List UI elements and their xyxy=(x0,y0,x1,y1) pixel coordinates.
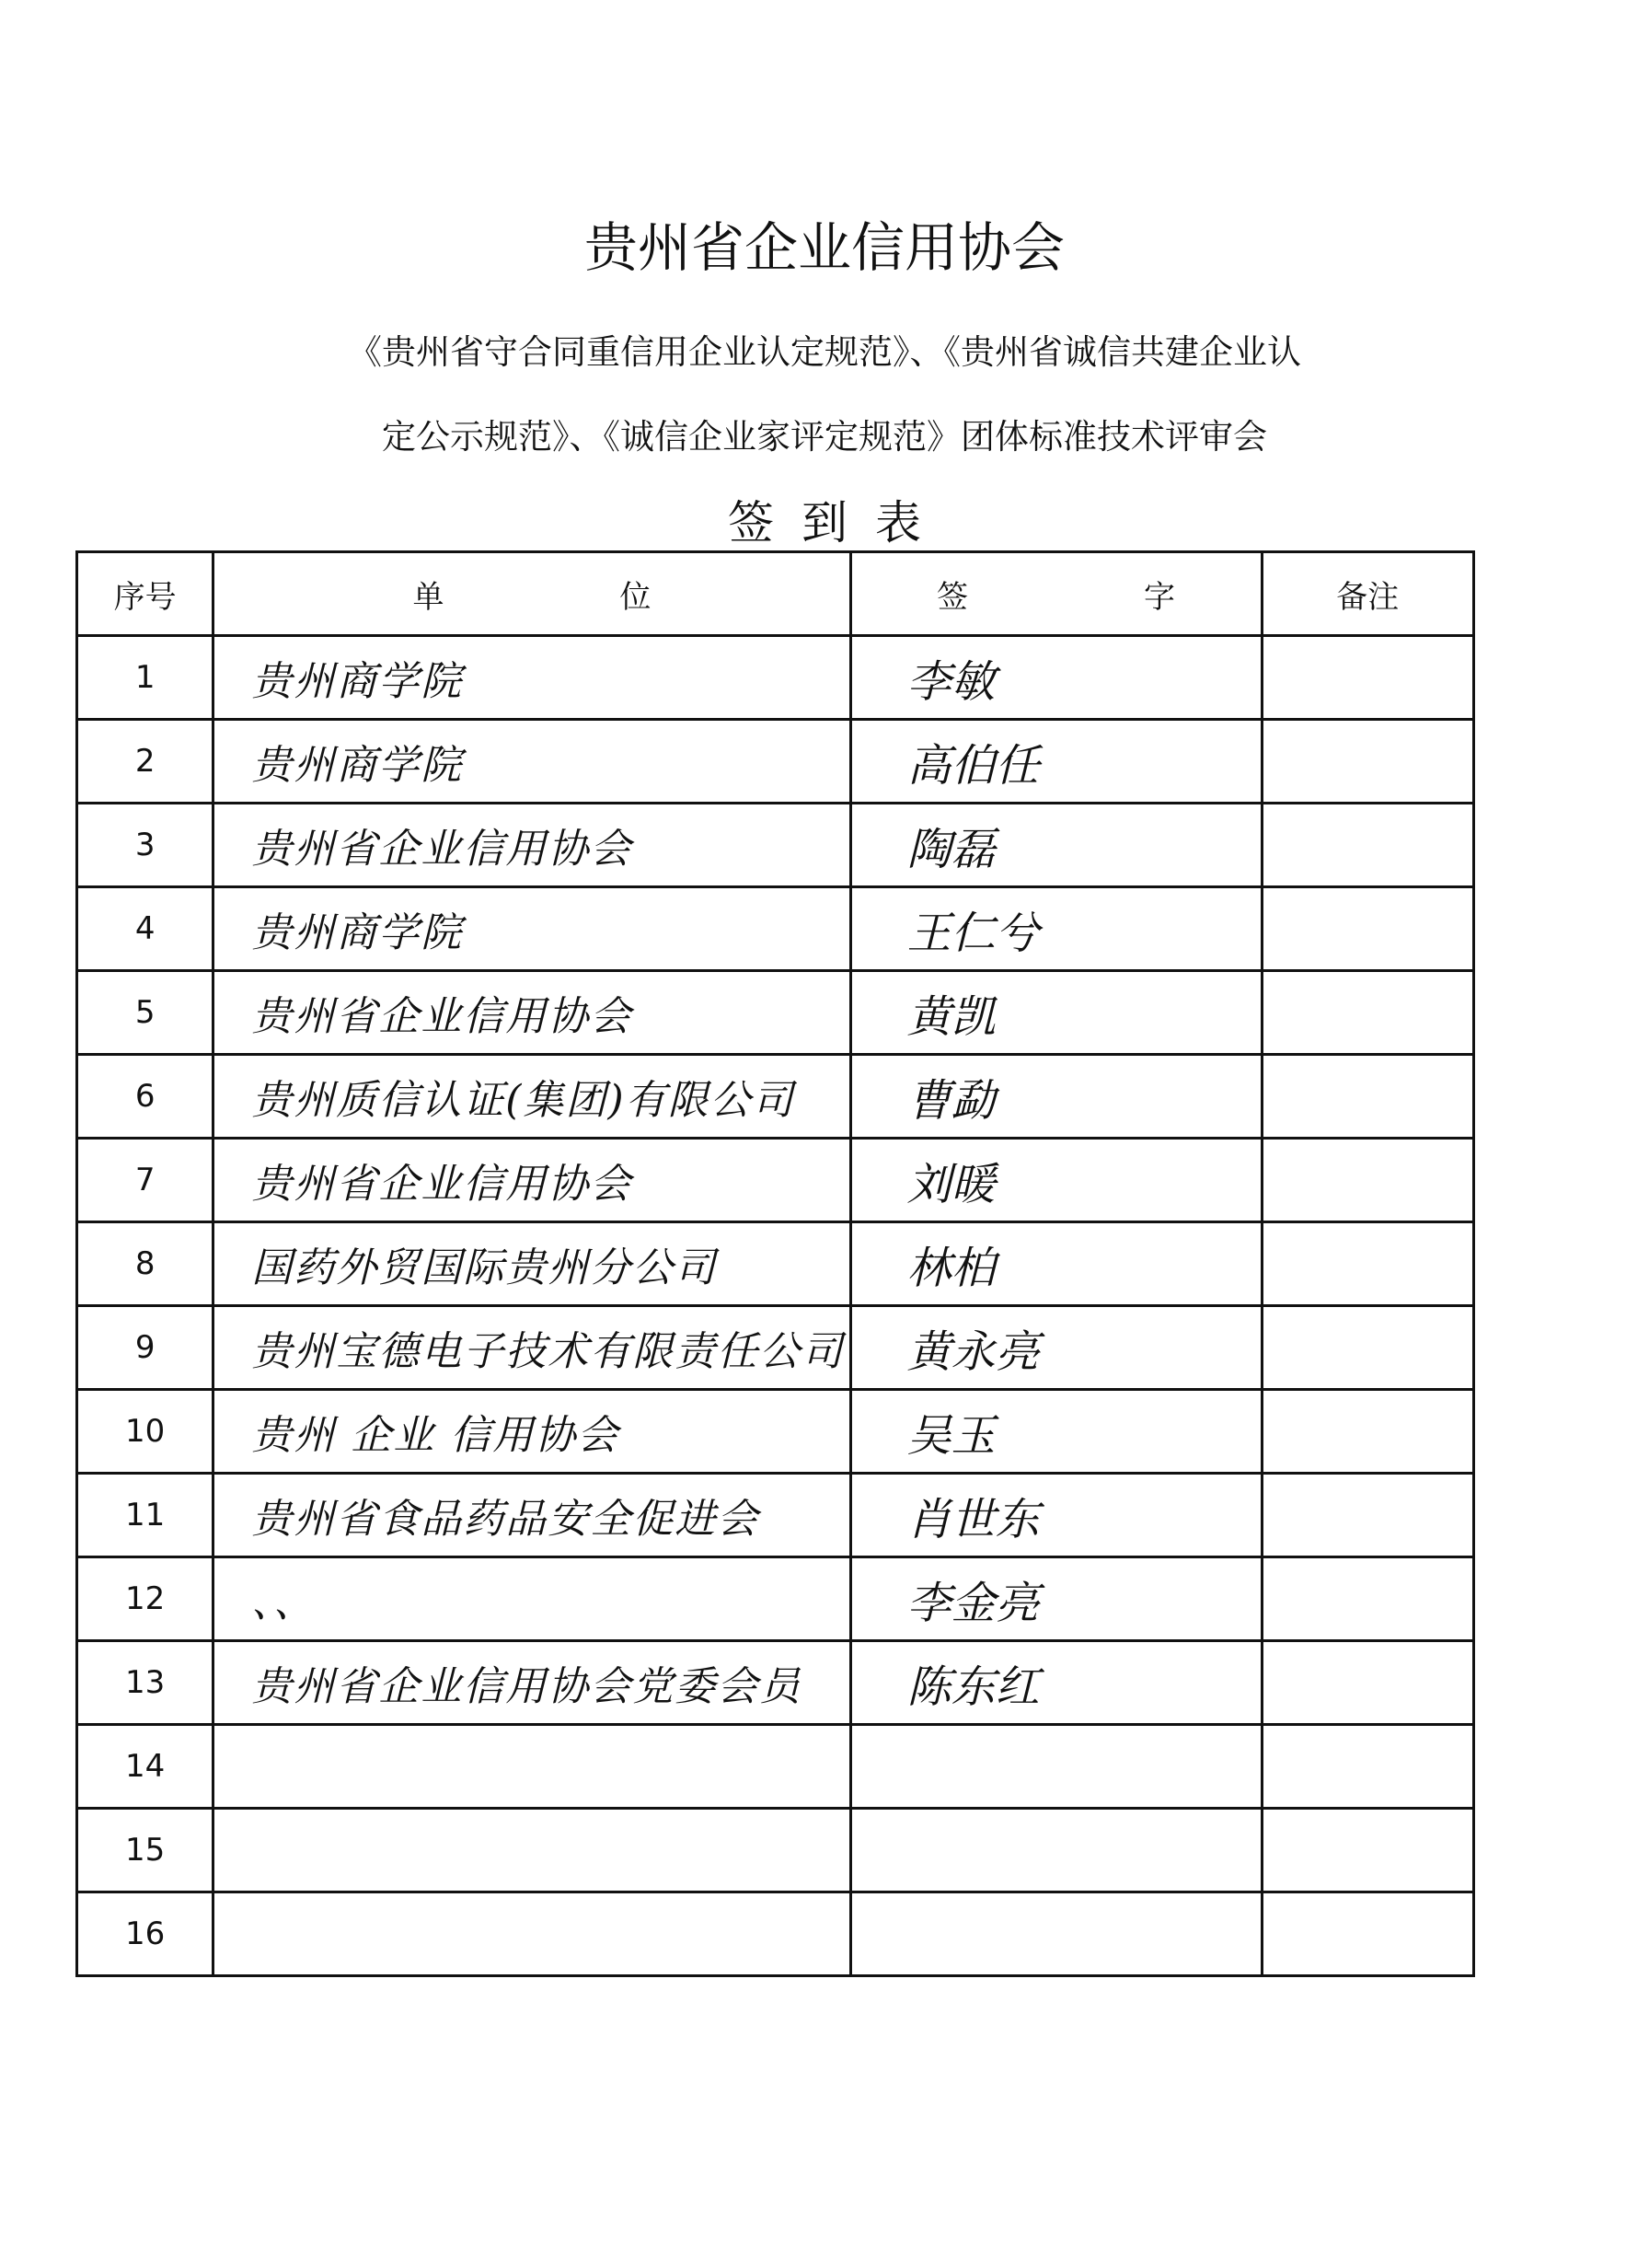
table-row xyxy=(77,1139,1474,1222)
table-header-row xyxy=(77,552,1474,636)
unit-handwritten: 贵州省企业信用协会 xyxy=(213,971,850,1055)
unit-handwritten: 贵州质信认证(集团)有限公司 xyxy=(213,1055,850,1139)
note-cell xyxy=(1262,804,1473,887)
row-number: 16 xyxy=(77,1892,213,1976)
row-number: 9 xyxy=(77,1306,213,1390)
note-cell xyxy=(1262,1892,1473,1976)
unit-handwritten: 贵州商学院 xyxy=(213,636,850,720)
table-row xyxy=(77,636,1474,720)
signature-handwritten xyxy=(850,1725,1262,1809)
signature-handwritten: 李金亮 xyxy=(850,1557,1262,1641)
note-cell xyxy=(1262,1809,1473,1892)
row-number: 3 xyxy=(77,804,213,887)
table-row xyxy=(77,1474,1474,1557)
table-row xyxy=(77,804,1474,887)
signature-handwritten: 陈东红 xyxy=(850,1641,1262,1725)
note-cell xyxy=(1262,887,1473,971)
signature-handwritten: 黄凯 xyxy=(850,971,1262,1055)
row-number: 6 xyxy=(77,1055,213,1139)
row-number: 14 xyxy=(77,1725,213,1809)
signature-handwritten: 刘暖 xyxy=(850,1139,1262,1222)
unit-handwritten: 贵州省企业信用协会 xyxy=(213,804,850,887)
column-header-note: 备注 xyxy=(1262,552,1473,636)
note-cell xyxy=(1262,971,1473,1055)
unit-handwritten xyxy=(213,1892,850,1976)
signature-handwritten: 肖世东 xyxy=(850,1474,1262,1557)
note-cell xyxy=(1262,1641,1473,1725)
unit-handwritten: 国药外贸国际贵州分公司 xyxy=(213,1222,850,1306)
row-number: 1 xyxy=(77,636,213,720)
row-number: 8 xyxy=(77,1222,213,1306)
unit-handwritten: 贵州 企业 信用协会 xyxy=(213,1390,850,1474)
note-cell xyxy=(1262,1306,1473,1390)
row-number: 2 xyxy=(77,720,213,804)
note-cell xyxy=(1262,1055,1473,1139)
note-cell xyxy=(1262,1222,1473,1306)
unit-handwritten xyxy=(213,1725,850,1809)
sheet-title: 签到表 xyxy=(728,496,949,550)
table-row xyxy=(77,1892,1474,1976)
unit-handwritten: 贵州省企业信用协会党委会员 xyxy=(213,1641,850,1725)
table-row xyxy=(77,720,1474,804)
table-row xyxy=(77,1557,1474,1641)
unit-handwritten xyxy=(213,1809,850,1892)
organization-title: 贵州省企业信用协会 xyxy=(583,216,1065,279)
meeting-subtitle-line2: 定公示规范》、《诚信企业家评定规范》团体标准技术评审会 xyxy=(382,417,1267,457)
row-number: 12 xyxy=(77,1557,213,1641)
table-row xyxy=(77,1306,1474,1390)
row-number: 11 xyxy=(77,1474,213,1557)
note-cell xyxy=(1262,1557,1473,1641)
row-number: 7 xyxy=(77,1139,213,1222)
unit-handwritten: 贵州省食品药品安全促进会 xyxy=(213,1474,850,1557)
note-cell xyxy=(1262,1390,1473,1474)
unit-handwritten: 贵州宝德电子技术有限责任公司 xyxy=(213,1306,850,1390)
signature-handwritten: 王仁兮 xyxy=(850,887,1262,971)
column-header-signature: 签 字 xyxy=(850,552,1262,636)
signature-handwritten: 陶磊 xyxy=(850,804,1262,887)
note-cell xyxy=(1262,1725,1473,1809)
row-number: 10 xyxy=(77,1390,213,1474)
column-header-unit: 单 位 xyxy=(213,552,850,636)
unit-handwritten: 贵州商学院 xyxy=(213,887,850,971)
signature-handwritten: 林柏 xyxy=(850,1222,1262,1306)
unit-handwritten: 贵州省企业信用协会 xyxy=(213,1139,850,1222)
signature-handwritten xyxy=(850,1809,1262,1892)
signature-handwritten: 李敏 xyxy=(850,636,1262,720)
unit-handwritten: 贵州商学院 xyxy=(213,720,850,804)
signature-handwritten xyxy=(850,1892,1262,1976)
table-row xyxy=(77,1222,1474,1306)
table-row xyxy=(77,971,1474,1055)
signature-handwritten: 吴玉 xyxy=(850,1390,1262,1474)
signature-handwritten: 黄永亮 xyxy=(850,1306,1262,1390)
signature-handwritten: 曹勐 xyxy=(850,1055,1262,1139)
note-cell xyxy=(1262,636,1473,720)
row-number: 5 xyxy=(77,971,213,1055)
table-row xyxy=(77,1725,1474,1809)
table-row xyxy=(77,887,1474,971)
row-number: 4 xyxy=(77,887,213,971)
sign-in-table xyxy=(75,550,1475,1977)
meeting-subtitle-line1: 《贵州省守合同重信用企业认定规范》、《贵州省诚信共建企业认 xyxy=(348,332,1301,372)
column-header-no: 序号 xyxy=(77,552,213,636)
row-number: 13 xyxy=(77,1641,213,1725)
note-cell xyxy=(1262,1474,1473,1557)
table-row xyxy=(77,1390,1474,1474)
unit-handwritten: 、、 xyxy=(213,1557,850,1641)
table-row xyxy=(77,1809,1474,1892)
note-cell xyxy=(1262,720,1473,804)
note-cell xyxy=(1262,1139,1473,1222)
row-number: 15 xyxy=(77,1809,213,1892)
signature-handwritten: 高伯任 xyxy=(850,720,1262,804)
table-row xyxy=(77,1641,1474,1725)
table-row xyxy=(77,1055,1474,1139)
